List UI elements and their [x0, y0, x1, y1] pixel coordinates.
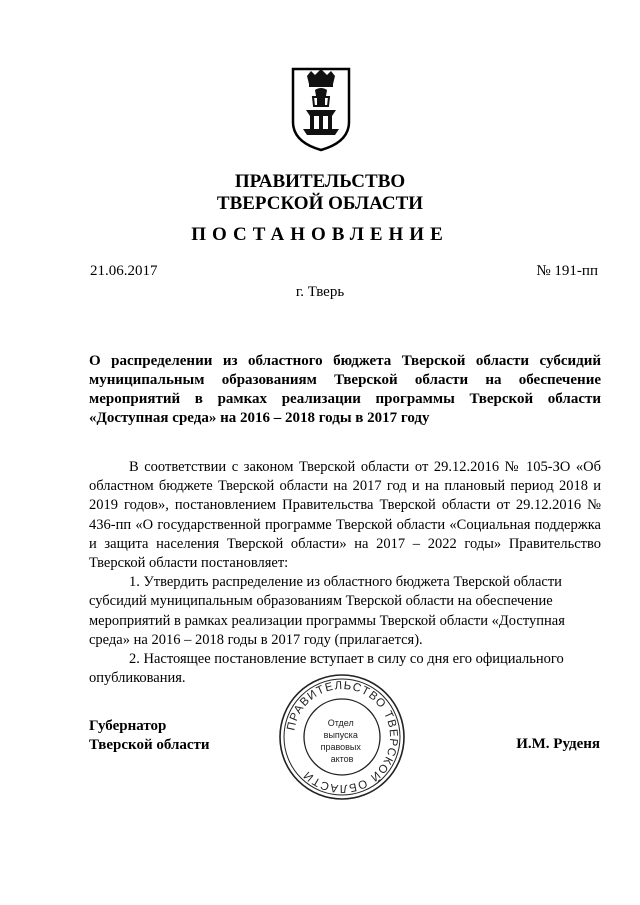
preamble-paragraph: В соответствии с законом Тверской области от 29.12.2016 № 105-ЗО «Об областном бюджете Тверской области на 2017 год и на плановый период 2018 и 2019 годов», постановлением Правительства Тверской области от 29.12.2016 № 436-пп «О государственной программе Тверской области «Социальная поддержка и защита населения Тверской области» на 2017 – 2022 годы» Правительство Тверской области постановляет:	[89, 459, 601, 572]
coat-of-arms-emblem	[290, 66, 352, 152]
document-number: № 191-пп	[536, 263, 598, 279]
signatory-position-line2: Тверской области	[89, 737, 210, 753]
document-body	[89, 458, 601, 688]
signatory-position-line1: Губернатор	[89, 718, 167, 734]
signatory-position	[89, 717, 210, 755]
document-city: г. Тверь	[295, 284, 345, 300]
document-type: ПОСТАНОВЛЕНИЕ	[191, 224, 449, 245]
government-title-line2: ТВЕРСКОЙ ОБЛАСТИ	[216, 193, 424, 214]
decree-item-1: 1. Утвердить распределение из областного бюджета Тверской области субсидий муниципальным образованиям Тверской области на обеспечение мероприятий в рамках реализации программы Тверской области «Доступная среда» на 2016 – 2018 годы в 2017 году (прилагается).	[89, 574, 565, 648]
signatory-name: И.М. Руденя	[516, 736, 600, 752]
svg-text:ПРАВИТЕЛЬСТВО ТВЕРСКОЙ ОБЛАСТИ: ПРАВИТЕЛЬСТВО ТВЕРСКОЙ ОБЛАСТИ	[285, 679, 400, 795]
government-title-line1: ПРАВИТЕЛЬСТВО	[234, 171, 406, 192]
svg-text:Отдел выпуска правовых: Отдел выпуска правовых актов	[320, 718, 361, 764]
document-date: 21.06.2017	[90, 263, 158, 279]
document-subject: О распределении из областного бюджета Тверской области субсидий муниципальным образованиям Тверской области на обеспечение мероприятий в рамках реализации программы Тверской области «Доступная среда» на 2016 – 2018 годы в 2017 году	[89, 353, 601, 426]
official-stamp	[276, 671, 408, 803]
decree-item-2: 2. Настоящее постановление вступает в силу со дня его официального опубликования.	[89, 651, 564, 687]
